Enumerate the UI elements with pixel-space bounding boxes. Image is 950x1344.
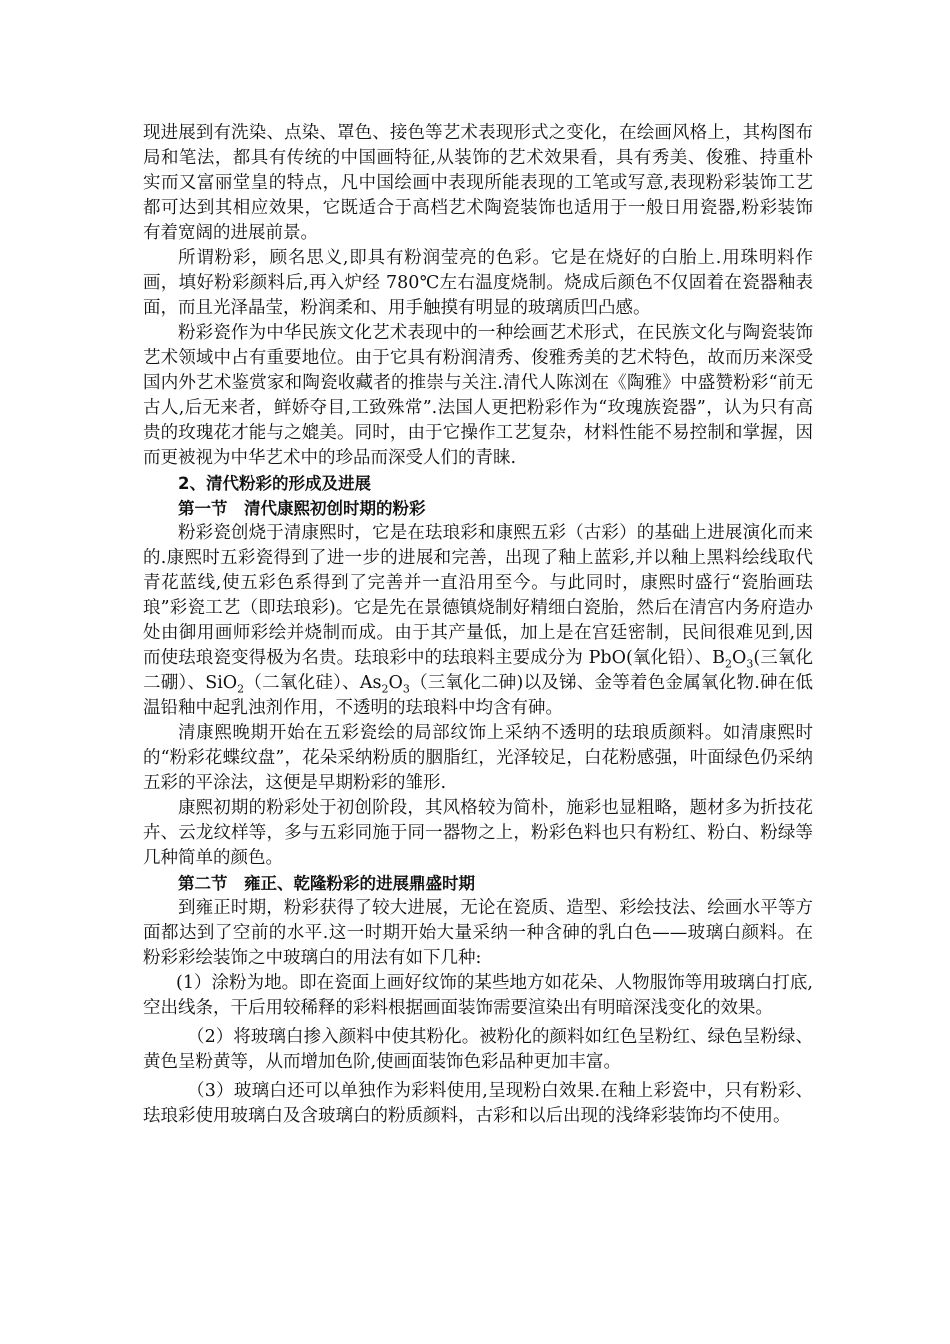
paragraph-intro-continuation: 现进展到有洗染、点染、罩色、接色等艺术表现形式之变化，在绘画风格上，其构图布局和笔法，都具有传统的中国画特征,从装饰的艺术效果看，具有秀美、俊雅、持重朴实而又富丽堂皇的特点，凡中国绘画中表现所能表现的工笔或写意,表现粉彩装饰工艺都可达到其相应效果，它既适合于高档艺术陶瓷装饰也适用于一般日用瓷器,粉彩装饰有着宽阔的进展前景。 xyxy=(143,123,813,243)
paragraph-kangxi-late: 清康熙晚期开始在五彩瓷绘的局部纹饰上采纳不透明的珐琅质颜料。如清康熙时的“粉彩花蝶纹盘”，花朵采纳粉质的胭脂红，光泽较足，白花粉感强，叶面绿色仍采纳五彩的平涂法，这便是早期粉彩的雏形. xyxy=(143,723,813,793)
text-segment: （三氧化二砷)以及锑、金等着色金属氧化物.砷在低温铅釉中起乳浊剂作用，不透明的珐琅料中均含有砷。 xyxy=(143,673,814,718)
text-segment: （二氧化硅）、As xyxy=(244,673,382,693)
list-item-usage-1: (1）涂粉为地。即在瓷面上画好纹饰的某些地方如花朵、人物服饰等用玻璃白打底,空出线条，干后用较稀释的彩料根据画面装饰需要渲染出有明暗深浅变化的效果。 xyxy=(143,973,813,1018)
text-segment: O xyxy=(388,673,403,693)
text-segment: 粉彩瓷创烧于清康熙时，它是在珐琅彩和康熙五彩（古彩）的基础上进展演化而来的.康熙时五彩瓷得到了进一步的进展和完善，出现了釉上蓝彩,并以釉上黑料绘线取代青花蓝线,使五彩色系得到了完善并一直沿用至今。与此同时，康熙时盛行“瓷胎画珐琅”彩瓷工艺（即珐琅彩)。它是先在景德镇烧制好精细白瓷胎，然后在清宫内务府造办处由御用画师彩绘并烧制而成。由于其产量低，加上是在宫廷密制，民间很难见到,因而使珐琅瓷变得极为名贵。珐琅彩中的珐琅料主要成分为 PbO(氧化铅）、B xyxy=(143,523,813,668)
subscript: 3 xyxy=(746,657,754,671)
subscript: 2 xyxy=(381,682,389,696)
section-heading-qing-fencai: 2、清代粉彩的形成及进展 xyxy=(178,474,371,493)
subsection-heading-kangxi: 第一节 清代康熙初创时期的粉彩 xyxy=(178,499,426,518)
paragraph-yongzheng-development: 到雍正时期，粉彩获得了较大进展，无论在瓷质、造型、彩绘技法、绘画水平等方面都达到了空前的水平.这一时期开始大量采纳一种含砷的乳白色——玻璃白颜料。在粉彩彩绘装饰之中玻璃白的用法有如下几种: xyxy=(143,898,813,968)
document-page xyxy=(143,121,813,1129)
subscript: 2 xyxy=(237,682,245,696)
text-segment: (三氧化二硼）、SiO xyxy=(143,648,814,693)
subscript: 2 xyxy=(725,657,733,671)
subsection-heading-yongzheng-qianlong: 第二节 雍正、乾隆粉彩的进展鼎盛时期 xyxy=(178,874,475,893)
list-item-usage-3: （3）玻璃白还可以单独作为彩料使用,呈现粉白效果.在釉上彩瓷中，只有粉彩、珐琅彩使用玻璃白及含玻璃白的粉质颜料，古彩和以后出现的浅绛彩装饰均不使用。 xyxy=(143,1081,813,1126)
paragraph-fencai-significance: 粉彩瓷作为中华民族文化艺术表现中的一种绘画艺术形式，在民族文化与陶瓷装饰艺术领域中占有重要地位。由于它具有粉润清秀、俊雅秀美的艺术特色，故而历来深受国内外艺术鉴赏家和陶瓷收藏者的推崇与关注.清代人陈浏在《陶雅》中盛赞粉彩“前无古人,后无来者，鲜娇夺目,工致殊常”.法国人更把粉彩作为“玫瑰族瓷器”，认为只有高贵的玫瑰花才能与之媲美。同时，由于它操作工艺复杂，材料性能不易控制和掌握，因而更被视为中华艺术中的珍品而深受人们的青睐. xyxy=(143,323,813,468)
list-item-usage-2: （2）将玻璃白掺入颜料中使其粉化。被粉化的颜料如红色呈粉红、绿色呈粉绿、黄色呈粉黄等，从而增加色阶,使画面装饰色彩品种更加丰富。 xyxy=(143,1027,813,1072)
paragraph-kangxi-origin xyxy=(143,521,813,721)
subscript: 3 xyxy=(402,682,410,696)
paragraph-fencai-definition: 所谓粉彩，顾名思义,即具有粉润莹亮的色彩。它是在烧好的白胎上.用珠明料作画，填好粉彩颜料后,再入炉经 780℃左右温度烧制。烧成后颜色不仅固着在瓷器釉表面，而且光泽晶莹，粉润柔和、用手触摸有明显的玻璃质凹凸感。 xyxy=(143,248,813,318)
text-segment: O xyxy=(732,648,747,668)
paragraph-kangxi-early-style: 康熙初期的粉彩处于初创阶段，其风格较为简朴，施彩也显粗略，题材多为折技花卉、云龙纹样等，多与五彩同施于同一器物之上，粉彩色料也只有粉红、粉白、粉绿等几种简单的颜色。 xyxy=(143,798,813,868)
